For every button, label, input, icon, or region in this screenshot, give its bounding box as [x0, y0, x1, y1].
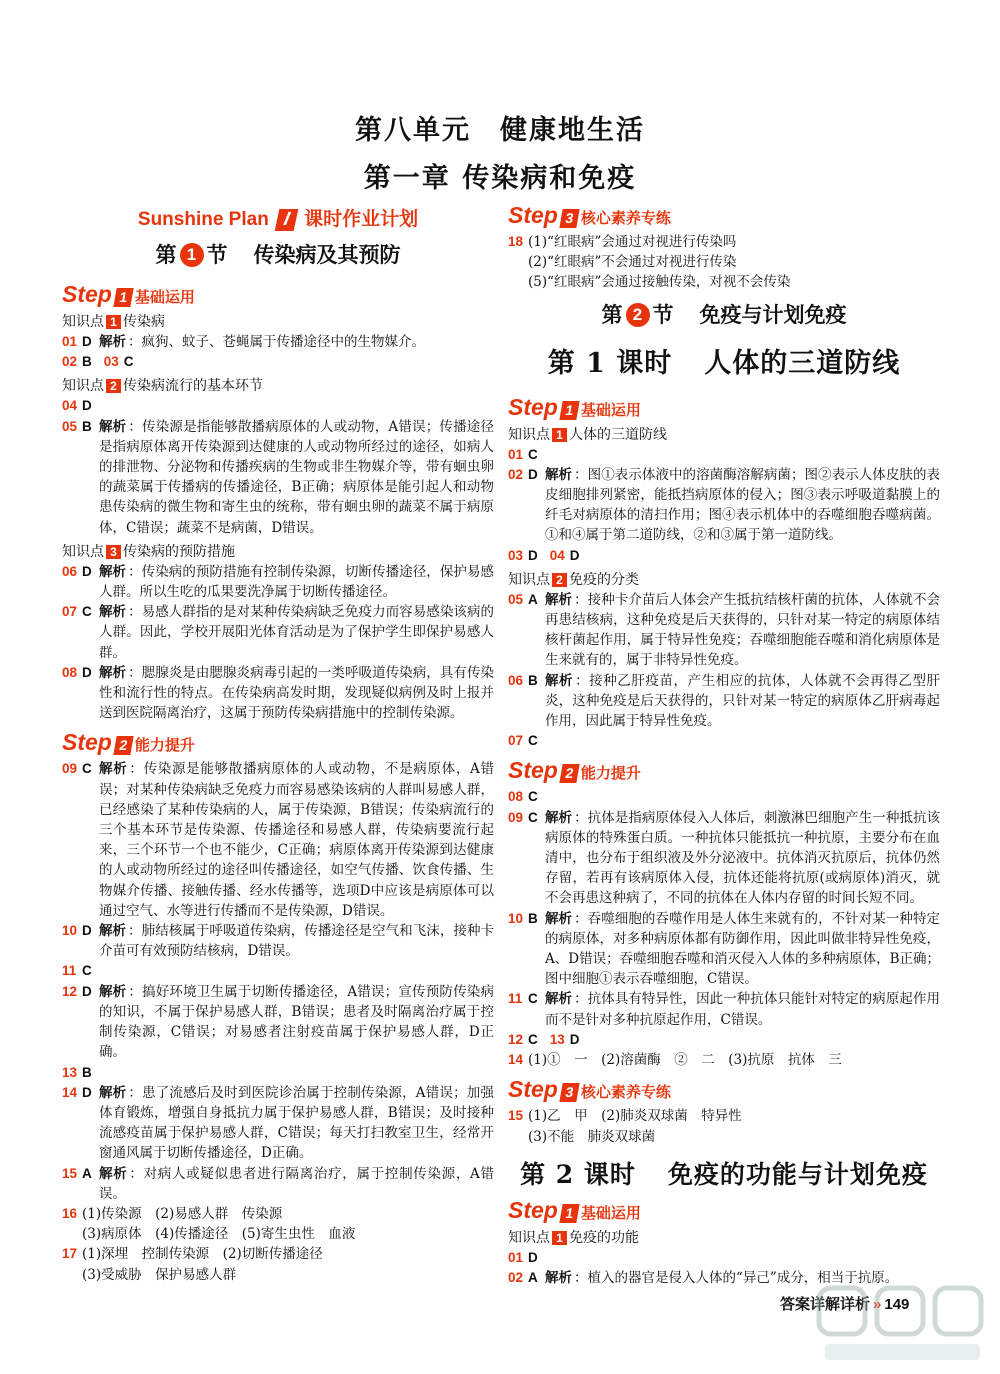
question-number: 06: [508, 672, 524, 688]
answer-item: [508, 731, 940, 751]
answer-item: [508, 1050, 940, 1070]
section-pre: 第: [601, 301, 623, 327]
analysis-text: ：接种乙肝疫苗，产生相应的抗体，人体就不会再得乙型肝炎，这种免疫是后天获得的，只针对某一特定的病原体乙肝病毒起作用，因此属于特异性免疫。: [545, 672, 941, 730]
analysis-label: 解析: [545, 591, 573, 607]
right-column: [508, 202, 940, 1288]
answer-line: (1)乙 甲 (2)肺炎双球菌 特异性: [528, 1108, 742, 1125]
answer-item: [62, 1063, 494, 1083]
question-number: 11: [62, 963, 77, 979]
kp-number: 2: [552, 573, 567, 587]
analysis-label: 解析: [99, 664, 127, 680]
answer-item: [62, 1244, 494, 1284]
answer-letter: C: [528, 1031, 538, 1047]
answer-letter: D: [528, 1249, 538, 1265]
answer-item: [62, 961, 494, 981]
answer-item: [508, 232, 940, 293]
answer-pair: [508, 546, 940, 566]
step-word: Step: [508, 1076, 558, 1103]
analysis-text: ：图①表示体液中的溶菌酶溶解病菌；图②表示人体皮肤的表皮细胞排列紧密，能抵挡病原体的侵入；图③表示呼吸道黏膜上的纤毛对病原体的清扫作用；图④表示机体中的吞噬细胞吞噬病菌。①和④属于第二道防线，②和③属于第一道防线。: [545, 466, 941, 544]
analysis-text: ：传染病的预防措施有控制传染源，切断传播途径，保护易感人群。所以生吃的瓜果要洗净属于切断传播途径。: [99, 563, 495, 601]
kp-prefix: 知识点: [62, 313, 104, 329]
answer-line: (2)“红眼病”不会通过对视进行传染: [528, 254, 737, 271]
section-title: [62, 239, 494, 269]
answer-letter: D: [82, 923, 92, 939]
answer-pair: [62, 352, 494, 372]
answer-line: (1)① 一 (2)溶菌酶 ② 二 (3)抗原 抗体 三: [528, 1052, 842, 1069]
answer-line: (3)病原体 (4)传播途径 (5)寄生虫性 血液: [82, 1226, 356, 1243]
question-number: 09: [508, 809, 524, 825]
plan-prefix: Sunshine Plan: [137, 209, 269, 230]
footer-label: 答案详解详析: [780, 1296, 871, 1313]
kp-name: 免疫的分类: [569, 570, 639, 587]
question-number: 13: [549, 1031, 565, 1047]
question-number: 01: [62, 334, 78, 349]
step-label: 核心素养专练: [580, 1084, 671, 1102]
analysis-label: 解析: [99, 983, 127, 999]
kp-name: 传染病: [123, 313, 165, 329]
answer-item: [508, 465, 940, 546]
step-header: [508, 1076, 940, 1103]
analysis-text: ：抗体是指病原体侵入人体后，刺激淋巴细胞产生一种抵抗该病原体的特殊蛋白质。一种抗体只能抵抗一种抗原，主要分布在血清中，也分布于组织液及外分泌液中。抗体消灭抗原后，抗体仍然存留，若再有该病原体入侵，抗体还能将抗原(或病原体)消灭，就不会再患这种病了，不同的抗体在人体内存留的时间长短不同。: [545, 809, 941, 907]
question-number: 02: [62, 354, 78, 370]
question-number: 14: [508, 1052, 524, 1068]
kp-number: 1: [552, 428, 567, 442]
knowledge-point: [508, 569, 940, 589]
kp-name: 人体的三道防线: [569, 425, 667, 442]
answer-item: [508, 909, 940, 990]
step-number: 2: [113, 736, 133, 755]
answer-item: [508, 808, 940, 909]
analysis-label: 解析: [99, 334, 126, 349]
question-number: 03: [508, 547, 524, 563]
answer-pair: [508, 1030, 940, 1050]
section-name: 免疫与计划免疫: [699, 301, 847, 327]
question-number: 17: [62, 1246, 78, 1262]
analysis-label: 解析: [99, 418, 127, 434]
question-number: 09: [62, 761, 78, 777]
kp-prefix: 知识点: [508, 425, 550, 442]
answer-letter: B: [528, 672, 538, 688]
step-header: [62, 729, 494, 756]
step-word: Step: [508, 393, 558, 420]
answer-letter: D: [528, 547, 538, 563]
analysis-text: ：吞噬细胞的吞噬作用是人体生来就有的，不针对某一种特定的病原体，对多种病原体都有防御作用，因此叫做非特异性免疫，A、D错误；吞噬细胞吞噬和消灭侵入人体的多种病原体，B正确；图中细胞①表示吞噬细胞，C错误。: [545, 910, 941, 988]
answer-line: (1)传染源 (2)易感人群 传染源: [82, 1205, 283, 1222]
analysis-label: 解析: [545, 809, 573, 825]
step-label: 基础运用: [580, 401, 641, 419]
section-post: 节: [652, 301, 674, 327]
kp-number: 1: [552, 1231, 567, 1245]
analysis-label: 解析: [545, 991, 573, 1007]
analysis-text: ：传染源是指能够散播病原体的人或动物，A错误；传播途径是指病原体离开传染源到达健康的人或动物所经过的途径，如病人的排泄物、分泌物和传播疾病的生物或非生物媒介等，带有蛔虫卵的蔬菜属于传播病的传播途径，B正确；病原体是能引起人和动物患传染病的微生物和寄生虫的统称，带有蛔虫卵的蔬菜不属于病原体，C错误；蔬菜不是病菌，D错误。: [99, 418, 494, 536]
question-number: 18: [508, 234, 524, 249]
answer-line: (5)“红眼病”会通过接触传染，对视不会传染: [528, 274, 791, 291]
left-column: [62, 202, 494, 1285]
lesson-pre: 第 1 课时: [547, 347, 673, 379]
analysis-label: 解析: [545, 672, 574, 688]
answer-letter: C: [528, 789, 538, 805]
lesson-title: [508, 1155, 940, 1191]
question-number: 02: [508, 1269, 524, 1285]
answer-letter: C: [82, 604, 92, 620]
step-number: 3: [559, 209, 579, 228]
answer-letter: D: [569, 1031, 580, 1047]
analysis-label: 解析: [99, 1165, 128, 1181]
analysis-label: 解析: [99, 604, 127, 620]
kp-number: 3: [106, 545, 121, 559]
double-chevron-icon: »: [873, 1296, 882, 1313]
analysis-text: ：植入的器官是侵入人体的“异己”成分，相当于抗原。: [574, 1269, 899, 1286]
unit-title: 第八单元 健康地生活: [355, 115, 645, 146]
answer-item: [62, 663, 494, 724]
step-number: 2: [559, 764, 579, 783]
step-number: 3: [559, 1083, 579, 1102]
section-number: 2: [626, 303, 650, 327]
step-number: 1: [113, 288, 133, 307]
answer-letter: D: [569, 547, 580, 563]
lesson-title: [508, 341, 940, 380]
section-post: 节: [206, 242, 228, 267]
question-number: 13: [62, 1064, 78, 1080]
answer-letter: B: [82, 354, 92, 370]
answer-item: [62, 1204, 494, 1244]
question-number: 07: [62, 604, 78, 620]
kp-name: 传染病的预防措施: [123, 542, 235, 559]
analysis-text: ：肺结核属于呼吸道传染病，传播途径是空气和飞沫，接种卡介苗可有效预防结核病，D错误。: [99, 923, 495, 960]
knowledge-point: [508, 1227, 940, 1247]
analysis-text: ：腮腺炎是由腮腺炎病毒引起的一类呼吸道传染病，具有传染性和流行性的特点。在传染病高发时期，发现疑似病例及时上报并送到医院隔离治疗，这属于预防传染病措施中的控制传染源。: [99, 664, 495, 722]
answer-letter: C: [528, 809, 538, 825]
answer-item: [62, 417, 494, 538]
question-number: 12: [62, 983, 78, 999]
answer-line: (1)深埋 控制传染源 (2)切断传播途径: [82, 1246, 323, 1263]
answer-letter: D: [82, 983, 92, 999]
question-number: 10: [508, 910, 524, 926]
step-label: 能力提升: [134, 737, 195, 755]
kp-prefix: 知识点: [62, 542, 104, 559]
question-number: 05: [508, 591, 524, 607]
kp-name: 传染病流行的基本环节: [123, 377, 263, 394]
question-number: 01: [508, 1249, 524, 1265]
answer-letter: C: [123, 354, 134, 370]
step-header: [508, 394, 940, 421]
lesson-name: 人体的三道防线: [704, 347, 901, 379]
step-number: 1: [559, 401, 579, 420]
question-number: 12: [508, 1031, 524, 1047]
analysis-text: ：抗体具有特异性，因此一种抗体只能针对特定的病原起作用而不是针对多种抗原起作用，C错误。: [545, 991, 941, 1028]
answer-letter: A: [528, 591, 538, 607]
question-number: 03: [103, 354, 119, 370]
answer-item: [62, 759, 494, 921]
answer-item: [62, 921, 494, 961]
plan-badge: I: [274, 209, 298, 231]
step-number: 1: [559, 1204, 579, 1223]
answer-item: [62, 396, 494, 416]
answer-letter: C: [528, 446, 538, 462]
answer-letter: D: [82, 563, 92, 579]
question-number: 04: [62, 398, 78, 414]
answer-letter: B: [82, 1064, 92, 1080]
step-word: Step: [508, 1196, 558, 1223]
analysis-label: 解析: [545, 910, 573, 926]
answer-letter: C: [528, 733, 538, 749]
answer-letter: D: [528, 466, 538, 482]
step-word: Step: [508, 757, 558, 784]
question-number: 11: [508, 991, 523, 1007]
step-header: [508, 202, 940, 229]
answer-letter: D: [82, 664, 92, 680]
kp-name: 免疫的功能: [569, 1228, 639, 1245]
answer-letter: B: [82, 418, 92, 434]
kp-prefix: 知识点: [62, 377, 104, 394]
page-number: 149: [884, 1296, 910, 1313]
answer-item: [62, 1083, 494, 1164]
knowledge-point: [508, 424, 940, 444]
knowledge-point: [62, 375, 494, 395]
answer-line: (1)“红眼病”会通过对视进行传染吗: [528, 234, 737, 250]
analysis-text: ：对病人或疑似患者进行隔离治疗，属于控制传染源，A错误。: [99, 1165, 495, 1202]
step-word: Step: [62, 729, 112, 756]
step-header: [508, 757, 940, 784]
kp-number: 2: [106, 379, 121, 393]
analysis-label: 解析: [545, 466, 573, 482]
analysis-text: ：接种卡介苗后人体会产生抵抗结核杆菌的抗体，人体就不会再患结核病，这种免疫是后天获得的，只针对某一特定的病原体结核杆菌起作用，属于特异性免疫；吞噬细胞能吞噬和消化病原体是生来就有的，属于非特异性免疫。: [545, 591, 941, 669]
watermark-logo: [815, 1282, 990, 1366]
analysis-label: 解析: [545, 1269, 572, 1285]
kp-number: 1: [106, 315, 121, 329]
answer-letter: D: [82, 398, 92, 414]
question-number: 05: [62, 418, 78, 434]
step-label: 基础运用: [134, 289, 195, 306]
question-number: 01: [508, 446, 524, 462]
analysis-text: ：易感人群指的是对某种传染病缺乏免疫力而容易感染该病的人群。因此，学校开展阳光体育活动是为了保护学生即保护易感人群。: [99, 604, 495, 661]
question-number: 08: [508, 789, 524, 805]
answer-item: [508, 989, 940, 1029]
step-header: [62, 281, 494, 308]
answer-letter: A: [82, 1165, 92, 1181]
question-number: 02: [508, 466, 524, 482]
question-number: 14: [62, 1084, 78, 1100]
answer-letter: D: [82, 1084, 92, 1100]
answer-letter: A: [528, 1269, 538, 1285]
sunshine-plan-banner: [62, 204, 494, 231]
answer-letter: C: [528, 991, 538, 1007]
answer-line: (3)受威胁 保护易感人群: [82, 1266, 237, 1283]
lesson-pre: 第 2 课时: [520, 1159, 636, 1189]
step-header: [508, 1197, 940, 1224]
answer-item: [508, 1248, 940, 1268]
section-pre: 第: [155, 242, 177, 267]
answer-item: [508, 445, 940, 465]
answer-item: [62, 602, 494, 663]
question-number: 16: [62, 1205, 78, 1221]
answer-item: [62, 562, 494, 602]
section-name: 传染病及其预防: [253, 242, 401, 267]
question-number: 04: [549, 547, 565, 563]
analysis-text: ：传染源是能够散播病原体的人或动物，不是病原体，A错误；对某种传染病缺乏免疫力而容易感染该病的人群叫易感人群，已经感染了某种传染病的人，属于传染源，B错误；传染病流行的三个基本环节是传染源、传播途径和易感人群，传染病要流行起来，三个环节一个也不能少，C正确；病原体离开传染源到达健康的人或动物所经过的途径叫传播途径，如空气传播、饮食传播、生物媒介传播、接触传播、经水传播等，选项D中应该是病原体可以通过空气、水等进行传播而不是传染源，D错误。: [99, 761, 495, 919]
step-word: Step: [62, 281, 112, 307]
answer-letter: C: [82, 963, 92, 979]
answer-item: [62, 1164, 494, 1204]
question-number: 06: [62, 563, 78, 579]
analysis-text: ：搞好环境卫生属于切断传播途径，A错误；宣传预防传染病的知识，不属于保护易感人群，B错误；患者及时隔离治疗属于控制传染源，C错误；对易感者注射疫苗属于保护易感人群，D正确。: [99, 983, 494, 1061]
question-number: 15: [62, 1165, 78, 1181]
answer-item: [508, 787, 940, 807]
knowledge-point: [62, 311, 494, 331]
analysis-text: ：疯狗、蚊子、苍蝇属于传播途径中的生物媒介。: [128, 334, 425, 350]
analysis-label: 解析: [99, 761, 128, 777]
step-label: 核心素养专练: [580, 210, 671, 227]
knowledge-point: [62, 541, 494, 561]
step-label: 基础运用: [580, 1204, 641, 1222]
step-label: 能力提升: [580, 765, 641, 783]
analysis-label: 解析: [99, 1084, 127, 1100]
answer-letter: B: [528, 910, 538, 926]
answer-line: (3)不能 肺炎双球菌: [528, 1128, 656, 1145]
step-word: Step: [508, 202, 558, 228]
kp-prefix: 知识点: [508, 570, 550, 587]
question-number: 08: [62, 664, 78, 680]
answer-item: [508, 590, 940, 671]
answer-item: [62, 332, 494, 352]
question-number: 10: [62, 923, 78, 939]
question-number: 07: [508, 733, 524, 749]
section-number: 1: [180, 243, 204, 267]
analysis-label: 解析: [99, 923, 127, 939]
question-number: 15: [508, 1108, 524, 1124]
lesson-name: 免疫的功能与计划免疫: [667, 1159, 928, 1189]
answer-item: [508, 1106, 940, 1146]
answer-letter: C: [82, 761, 92, 777]
chapter-title: 第一章 传染病和免疫: [363, 163, 637, 194]
answer-item: [508, 671, 940, 732]
answer-letter: D: [82, 334, 92, 349]
analysis-label: 解析: [99, 563, 127, 579]
answer-item: [62, 982, 494, 1063]
section-title: [508, 299, 940, 329]
kp-prefix: 知识点: [508, 1228, 550, 1245]
analysis-text: ：患了流感后及时到医院诊治属于控制传染源，A错误；加强体育锻炼，增强自身抵抗力属于保护易感人群，B错误；及时接种流感疫苗属于保护易感人群，C错误；每天打扫教室卫生，经常开窗通风属于切断传播途径，D正确。: [99, 1084, 494, 1162]
plan-suffix: 课时作业计划: [304, 209, 419, 230]
